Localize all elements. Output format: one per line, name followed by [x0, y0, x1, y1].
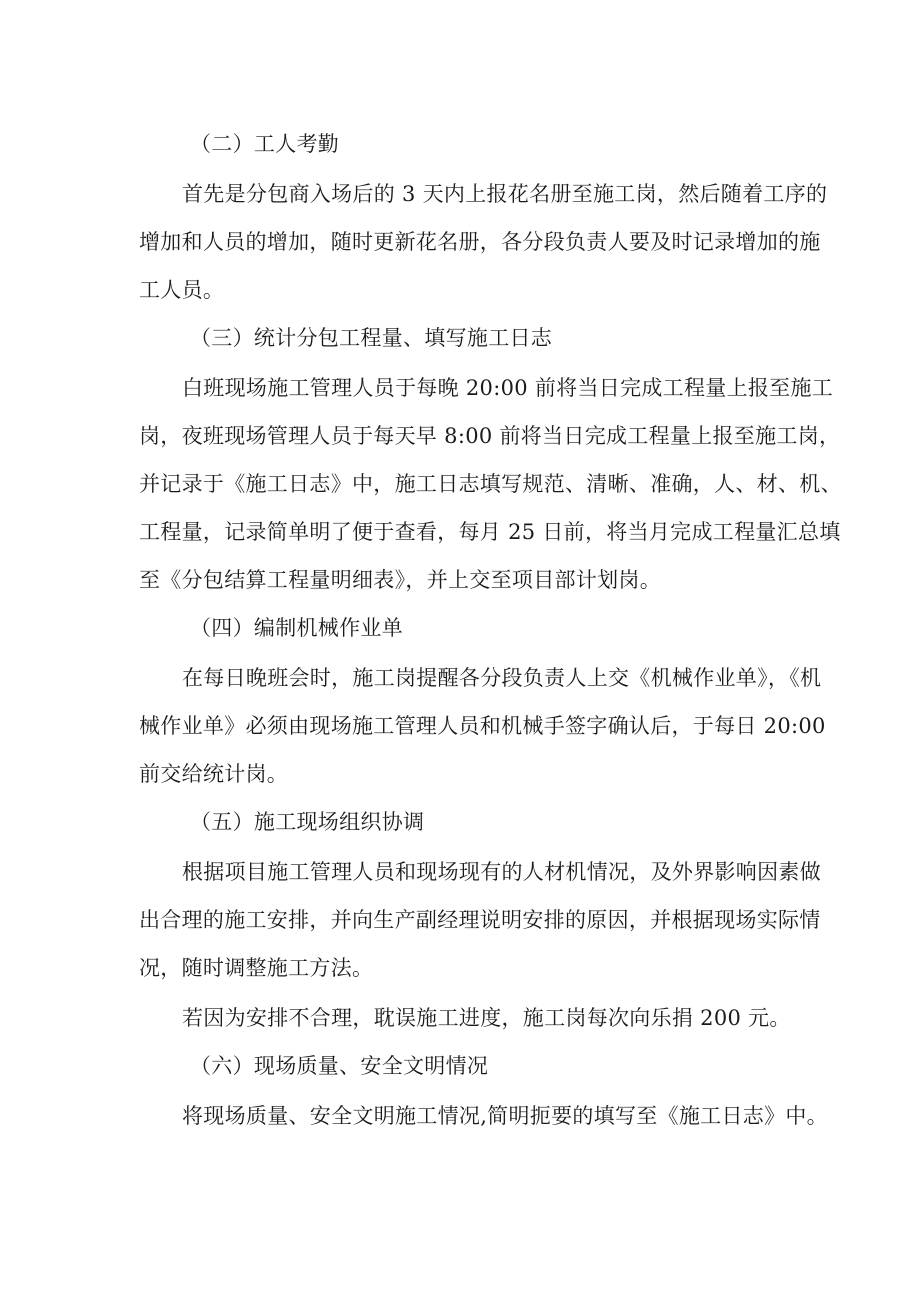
- paragraph-line: 械作业单》必须由现场施工管理人员和机械手签字确认后，于每日 20:00: [139, 714, 826, 738]
- paragraph-line: 根据项目施工管理人员和现场现有的人材机情况，及外界影响因素做: [182, 860, 821, 884]
- paragraph-line: 若因为安排不合理，耽误施工进度，施工岗每次向乐捐 200 元。: [182, 1006, 791, 1030]
- paragraph-line: 工人员。: [139, 278, 225, 302]
- paragraph-line: 将现场质量、安全文明施工情况,简明扼要的填写至《施工日志》中。: [182, 1104, 828, 1128]
- paragraph-line: 至《分包结算工程量明细表》，并上交至项目部计划岗。: [139, 568, 661, 592]
- paragraph-line: 白班现场施工管理人员于每晚 20:00 前将当日完成工程量上报至施工: [182, 376, 834, 400]
- section-heading: （四）编制机械作业单: [190, 616, 403, 640]
- section-heading: （三）统计分包工程量、填写施工日志: [190, 326, 553, 350]
- paragraph-line: 前交给统计岗。: [139, 762, 289, 786]
- paragraph-line: 工程量，记录简单明了便于查看，每月 25 日前，将当月完成工程量汇总填: [139, 520, 841, 544]
- paragraph-line: 并记录于《施工日志》中，施工日志填写规范、清晰、准确，人、材、机、: [139, 472, 842, 496]
- paragraph-line: 岗，夜班现场管理人员于每天早 8:00 前将当日完成工程量上报至施工岗，: [139, 424, 841, 448]
- paragraph-line: 况，随时调整施工方法。: [139, 956, 374, 980]
- paragraph-line: 在每日晚班会时，施工岗提醒各分段负责人上交《机械作业单》，《机: [182, 666, 822, 690]
- paragraph-line: 增加和人员的增加，随时更新花名册，各分段负责人要及时记录增加的施: [139, 230, 821, 254]
- paragraph-line: 出合理的施工安排，并向生产副经理说明安排的原因，并根据现场实际情: [139, 908, 821, 932]
- paragraph-line: 首先是分包商入场后的 3 天内上报花名册至施工岗，然后随着工序的: [182, 182, 828, 206]
- section-heading: （五）施工现场组织协调: [190, 810, 425, 834]
- section-heading: （二）工人考勤: [190, 132, 340, 156]
- section-heading: （六）现场质量、安全文明情况: [190, 1054, 489, 1078]
